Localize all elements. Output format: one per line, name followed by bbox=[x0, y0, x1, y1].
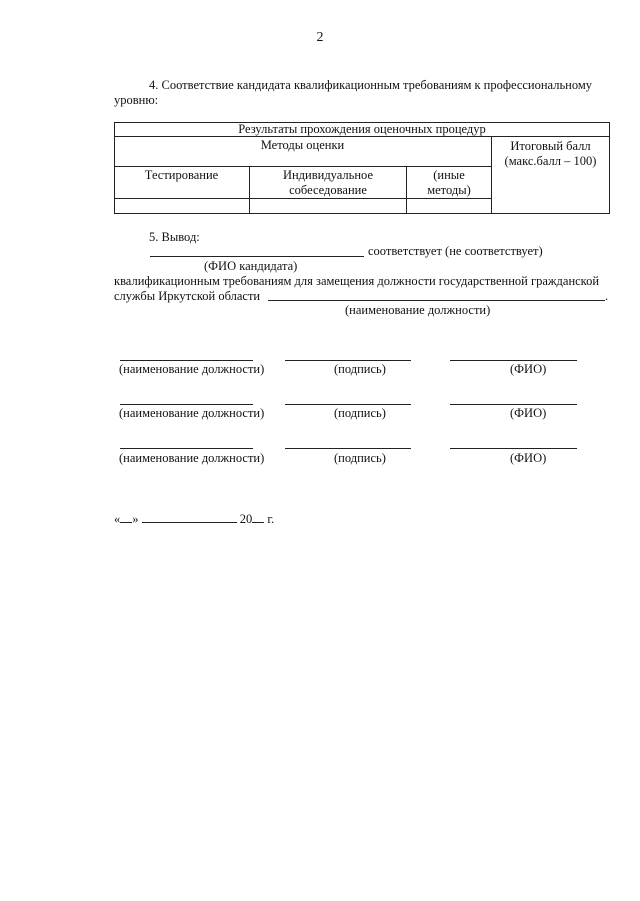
sig3-position-caption: (наименование должности) bbox=[119, 451, 265, 465]
col-other-line2: методы) bbox=[427, 183, 471, 197]
sig3-signature-line bbox=[285, 448, 411, 449]
sig1-name-caption: (ФИО) bbox=[510, 362, 547, 376]
section5-body-line2: службы Иркутской области bbox=[114, 289, 261, 303]
sig1-position-caption: (наименование должности) bbox=[119, 362, 265, 376]
day-blank bbox=[120, 511, 132, 523]
col-interview-line2: собеседование bbox=[289, 183, 367, 197]
document-page: 2 4. Соответствие кандидата квалификационным требованиям к профессиональному уровню: Результаты прохождения оценочных процедур Методы оценки Итоговый балл (макс.балл – 100) Тестирование Индивидуальное собеседование (иные методы) 5. Вывод: соответствует (не соответствует) (ФИО кандидата) квалификационным требованиям для замещения должности государственной гражданской службы Иркутской области . (наименование должности) (наименование должности) (подпись) (ФИО) (наименование должности) (подпись) (ФИО) (наименование должности) (подпись) (ФИО) « » 20 г. bbox=[0, 0, 640, 901]
sig2-name-caption: (ФИО) bbox=[510, 406, 547, 420]
year-blank bbox=[252, 511, 264, 523]
section4-heading-line1: 4. Соответствие кандидата квалификационным требованиям к профессиональному bbox=[149, 78, 593, 92]
year-prefix: 20 bbox=[239, 512, 253, 526]
total-score-header-line1: Итоговый балл bbox=[510, 139, 591, 153]
position-line bbox=[268, 300, 605, 301]
methods-header: Методы оценки bbox=[260, 138, 345, 152]
col-other-line1: (иные bbox=[433, 168, 465, 182]
conformity-text: соответствует (не соответствует) bbox=[368, 244, 543, 258]
sig2-name-line bbox=[450, 404, 577, 405]
date-close-quote: » bbox=[132, 512, 139, 526]
sig3-position-line bbox=[120, 448, 253, 449]
page-number: 2 bbox=[316, 30, 324, 45]
sig1-signature-line bbox=[285, 360, 411, 361]
col-testing: Тестирование bbox=[144, 168, 219, 182]
sig1-name-line bbox=[450, 360, 577, 361]
sig1-signature-caption: (подпись) bbox=[334, 362, 386, 376]
position-caption: (наименование должности) bbox=[345, 303, 491, 317]
sig3-name-line bbox=[450, 448, 577, 449]
year-suffix: г. bbox=[267, 512, 275, 526]
total-score-header-line2: (макс.балл – 100) bbox=[504, 154, 597, 168]
section5-heading: 5. Вывод: bbox=[149, 230, 200, 244]
candidate-name-line bbox=[150, 256, 364, 257]
sig1-position-line bbox=[120, 360, 253, 361]
sig3-signature-caption: (подпись) bbox=[334, 451, 386, 465]
month-blank bbox=[142, 511, 237, 523]
section4-heading-line2: уровню: bbox=[114, 93, 159, 107]
assessment-results-table bbox=[114, 122, 610, 214]
date-open-quote: « bbox=[114, 512, 121, 526]
candidate-caption: (ФИО кандидата) bbox=[204, 259, 298, 273]
sig3-name-caption: (ФИО) bbox=[510, 451, 547, 465]
sig2-signature-caption: (подпись) bbox=[334, 406, 386, 420]
sig2-position-caption: (наименование должности) bbox=[119, 406, 265, 420]
sig2-position-line bbox=[120, 404, 253, 405]
sig2-signature-line bbox=[285, 404, 411, 405]
col-interview-line1: Индивидуальное bbox=[282, 168, 374, 182]
date-line bbox=[114, 511, 274, 527]
section5-body-line1: квалификационным требованиям для замещения должности государственной гражданской bbox=[114, 274, 600, 288]
results-header: Результаты прохождения оценочных процедур bbox=[238, 122, 486, 136]
